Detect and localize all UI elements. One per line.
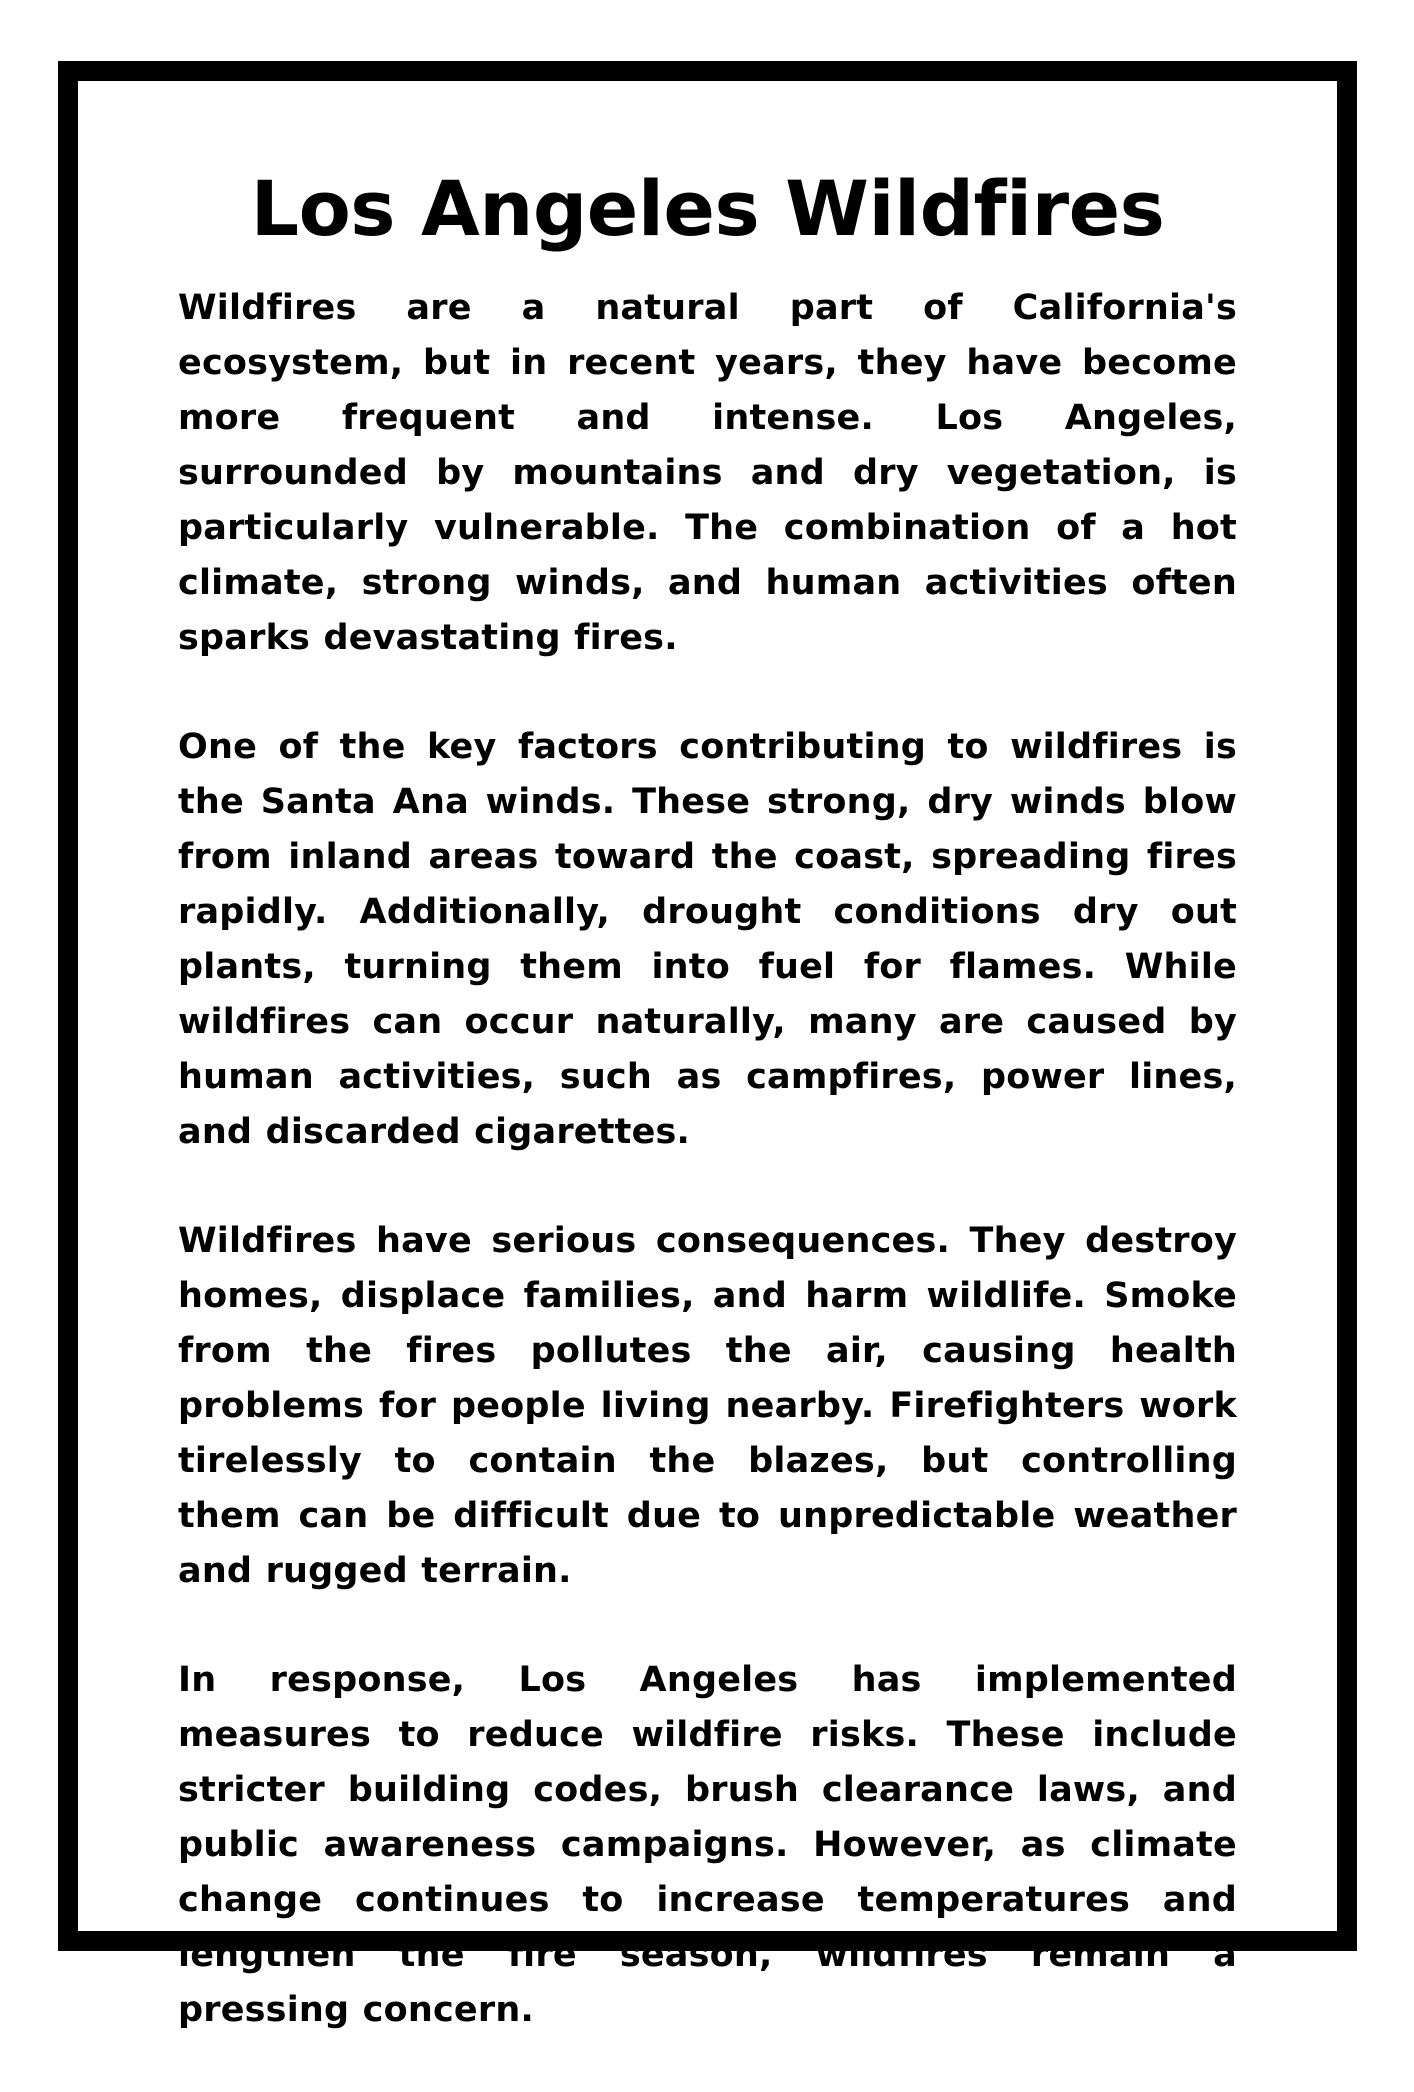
paragraph-3: Wildfires have serious consequences. They destroy homes, displace families, and harm wildlife. Smoke from the fires pollutes the air, causing health problems for people living nearby. Firefighters work tirelessly to contain the blazes, but controlling them can be difficult due to unpredictable weather and rugged terrain. [178, 1221, 1237, 1591]
page-border-frame [58, 61, 1357, 2030]
paragraph-4: In response, Los Angeles has implemented measures to reduce wildfire risks. These include stricter building codes, brush clearance laws, and public awareness campaigns. However, as climate change continues to increase temperatures and lengthen the fire season, wildfires remain a pressing concern. [178, 1660, 1237, 2030]
paragraph-1: Wildfires are a natural part of California's ecosystem, but in recent years, they have become more frequent and intense. Los Angeles, surrounded by mountains and dry vegetation, is particularly vulnerable. The combination of a hot climate, strong winds, and human activities often sparks devastating fires. [178, 288, 1237, 658]
paragraph-2: One of the key factors contributing to wildfires is the Santa Ana winds. These strong, dry winds blow from inland areas toward the coast, spreading fires rapidly. Additionally, drought conditions dry out plants, turning them into fuel for flames. While wildfires can occur naturally, many are caused by human activities, such as campfires, power lines, and discarded cigarettes. [178, 727, 1237, 1152]
article-body [178, 281, 1237, 2092]
page-title: Los Angeles Wildfires [250, 164, 1165, 253]
